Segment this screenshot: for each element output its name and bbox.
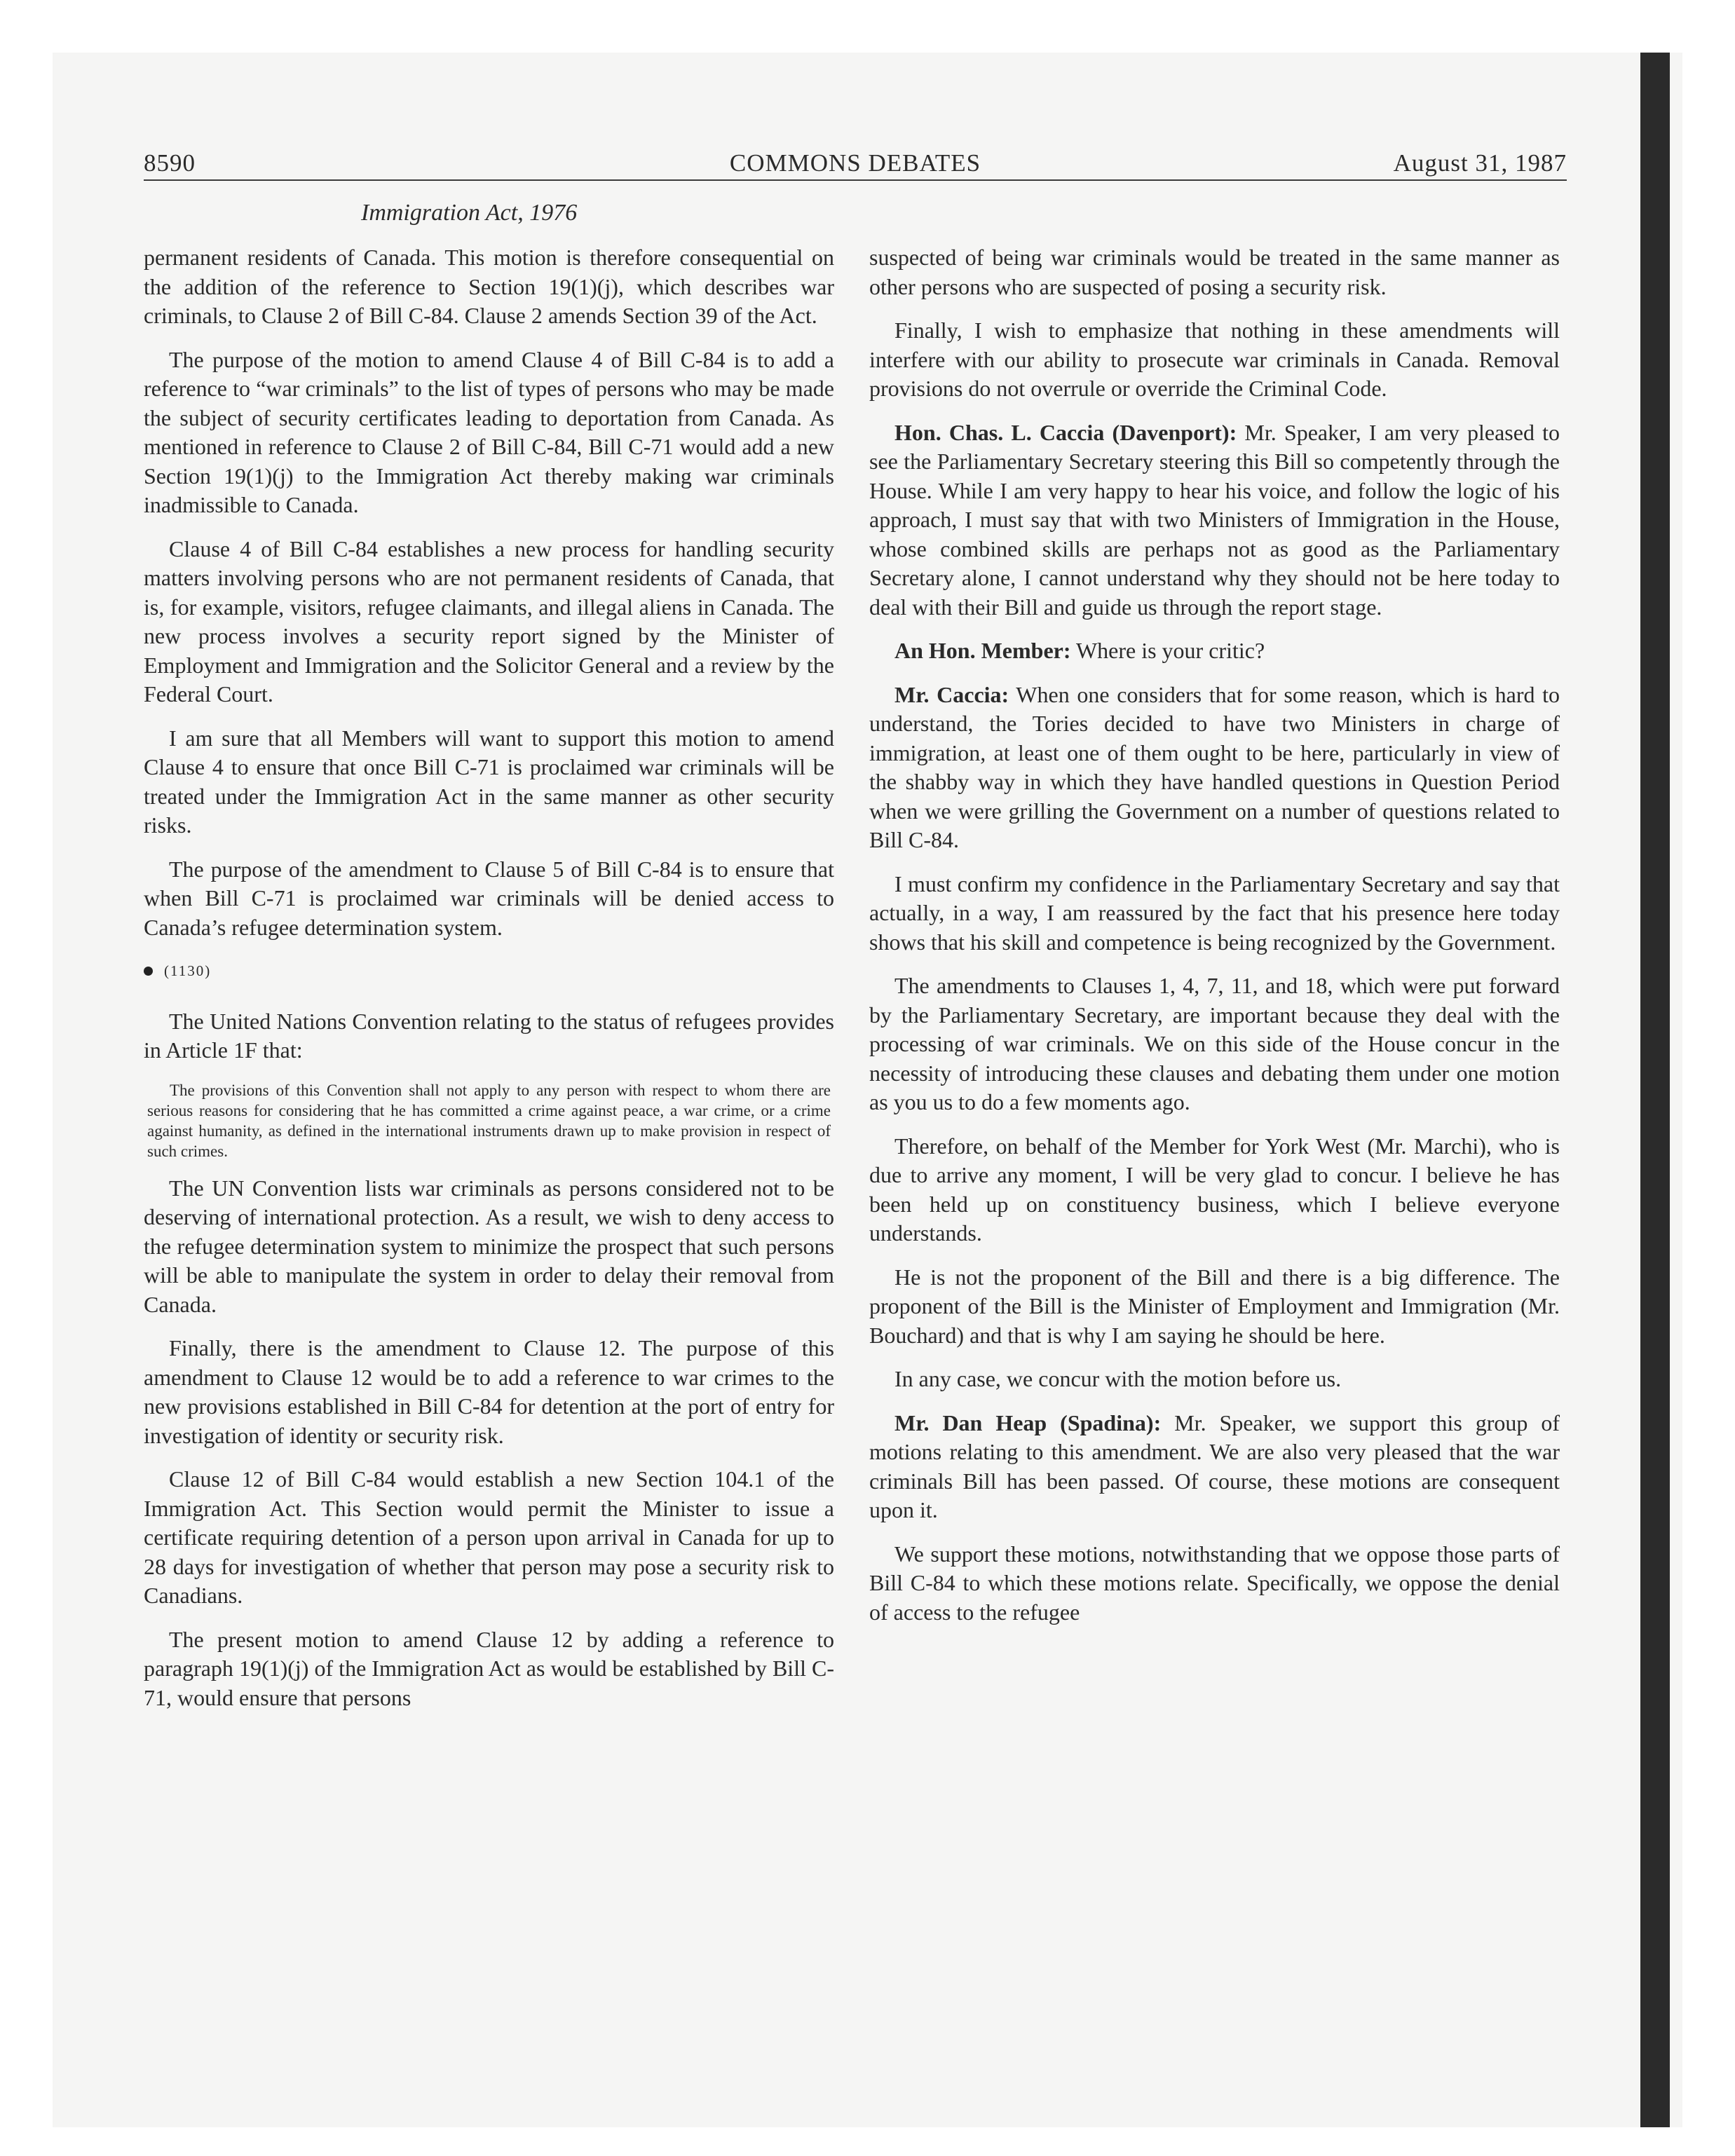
speaker-name: Mr. Caccia: bbox=[894, 681, 1009, 707]
paragraph: Finally, I wish to emphasize that nothing in these amendments will interfere with our ability to prosecute war criminals in Canada. Removal provisions do not overrule or override the Criminal Code. bbox=[869, 318, 1560, 401]
paragraph: Clause 4 of Bill C-84 establishes a new process for handling security matters involving persons who are not permanent residents of Canada, that is, for example, visitors, refugee claimants, and illegal aliens in Canada. The new process involves a security report signed by the Minister of Employment and Immigration and the Solicitor General and a review by the Federal Court. bbox=[144, 535, 834, 707]
paragraph: The present motion to amend Clause 12 by adding a reference to paragraph 19(1)(j) of the Immigration Act as would be established by Bill C-71, would ensure that persons bbox=[144, 1626, 834, 1710]
left-column bbox=[144, 243, 834, 1727]
bullet-dot-icon bbox=[144, 967, 153, 976]
paragraph: The purpose of the amendment to Clause 5 of Bill C-84 is to ensure that when Bill C-71 is proclaimed war criminals will be denied access to Canada’s refugee determination system. bbox=[144, 856, 834, 940]
paragraph: I am sure that all Members will want to support this motion to amend Clause 4 to ensure that once Bill C-71 is proclaimed war criminals will be treated under the Immigration Act in the same manner as other security risks. bbox=[144, 725, 834, 838]
right-column bbox=[869, 243, 1560, 1642]
speech-text: Mr. Speaker, I am very pleased to see the Parliamentary Secretary steering this Bill so competently through the House. While I am very happy to hear his voice, and follow the logic of his approach, I must say that with two Ministers of Immigration in the House, whose combined skills are perhaps not as good as the Parliamentary Secretary alone, I cannot understand why they should not be here today to deal with their Bill and guide us through the report stage. bbox=[869, 419, 1560, 620]
speech-text: When one considers that for some reason, which is hard to understand, the Tories decided to have two Ministers in charge of immigration, at least one of them ought to be here, particularly in view of the shabby way in which they have handled questions in Question Period when we were grilling the Government on a number of questions related to Bill C-84. bbox=[869, 681, 1560, 852]
speech-paragraph bbox=[869, 681, 1560, 855]
speaker-name: An Hon. Member: bbox=[894, 638, 1071, 663]
page-header bbox=[144, 149, 1567, 180]
paragraph: Finally, there is the amendment to Clause 12. The purpose of this amendment to Clause 12 would be to add a reference to war crimes to the new provisions established in Bill C-84 for detention at the port of entry for investigation of identity or security risk. bbox=[144, 1335, 834, 1448]
section-subhead: Immigration Act, 1976 bbox=[361, 200, 578, 226]
paragraph: I must confirm my confidence in the Parliamentary Secretary and say that actually, in a way, I am reassured by the fact that his presence here today shows that his skill and competence is being recognized by the Government. bbox=[869, 871, 1560, 955]
speech-text: Where is your critic? bbox=[1075, 638, 1265, 663]
speech-paragraph bbox=[869, 1409, 1560, 1525]
paragraph: Therefore, on behalf of the Member for York West (Mr. Marchi), who is due to arrive any moment, I will be very glad to concur. I believe he has been held up on constituency business, which I believe everyone understands. bbox=[869, 1133, 1560, 1246]
speaker-name: Mr. Dan Heap (Spadina): bbox=[894, 1410, 1162, 1435]
publication-date: August 31, 1987 bbox=[1393, 149, 1567, 177]
paragraph: permanent residents of Canada. This motion is therefore consequential on the addition of the reference to Section 19(1)(j), which describes war criminals, to Clause 2 of Bill C-84. Clause 2 amends Section 39 of the Act. bbox=[144, 245, 834, 328]
paragraph: The United Nations Convention relating to the status of refugees provides in Article 1F that: bbox=[144, 1008, 834, 1063]
speech-paragraph bbox=[869, 418, 1560, 622]
time-marker bbox=[144, 957, 834, 986]
time-marker-text: (1130) bbox=[164, 962, 212, 979]
paragraph: Clause 12 of Bill C-84 would establish a new Section 104.1 of the Immigration Act. This Section would permit the Minister to issue a certificate requiring detention of a person upon arrival in Canada for up to 28 days for investigation of whether that person may pose a security risk to Canadians. bbox=[144, 1466, 834, 1608]
page-number: 8590 bbox=[144, 149, 196, 177]
paragraph: In any case, we concur with the motion before us. bbox=[894, 1366, 1342, 1391]
paragraph: He is not the proponent of the Bill and there is a big difference. The proponent of the Bill is the Minister of Employment and Immigration (Mr. Bouchard) and that is why I am saying he should be here. bbox=[869, 1264, 1560, 1348]
paragraph: The UN Convention lists war criminals as persons considered not to be deserving of international protection. As a result, we wish to deny access to the refugee determination system to minimize the prospect that such persons will be able to manipulate the system in order to delay their removal from Canada. bbox=[144, 1175, 834, 1317]
paragraph: suspected of being war criminals would be treated in the same manner as other persons who are suspected of posing a security risk. bbox=[869, 245, 1560, 299]
paragraph: We support these motions, notwithstanding that we oppose those parts of Bill C-84 to which these motions relate. Specifically, we oppose the denial of access to the refugee bbox=[869, 1541, 1560, 1625]
scan-edge-shadow bbox=[1640, 53, 1670, 2127]
publication-title: COMMONS DEBATES bbox=[729, 149, 981, 177]
block-quote: The provisions of this Convention shall not apply to any person with respect to whom there are serious reasons for considering that he has committed a crime against peace, a war crime, or a crime against humanity, as defined in the international instruments drawn up to make provision in respect of such crimes. bbox=[147, 1081, 831, 1160]
speech-text: Mr. Speaker, we support this group of motions relating to this amendment. We are also very pleased that the war criminals Bill has been passed. Of course, these motions are consequent upon it. bbox=[869, 1410, 1560, 1522]
paragraph: The amendments to Clauses 1, 4, 7, 11, and 18, which were put forward by the Parliamentary Secretary, are important because they deal with the processing of war criminals. We on this side of the House concur in the necessity of introducing these clauses and debating them under one motion as you us to do a few moments ago. bbox=[869, 973, 1560, 1114]
speaker-name: Hon. Chas. L. Caccia (Davenport): bbox=[894, 419, 1237, 445]
speech-paragraph bbox=[869, 636, 1560, 666]
paragraph: The purpose of the motion to amend Clause 4 of Bill C-84 is to add a reference to “war criminals” to the list of types of persons who may be made the subject of security certificates leading to deportation from Canada. As mentioned in reference to Clause 2 of Bill C-84, Bill C-71 would add a new Section 19(1)(j) to the Immigration Act thereby making war criminals inadmissible to Canada. bbox=[144, 346, 834, 517]
header-rule bbox=[144, 179, 1567, 181]
